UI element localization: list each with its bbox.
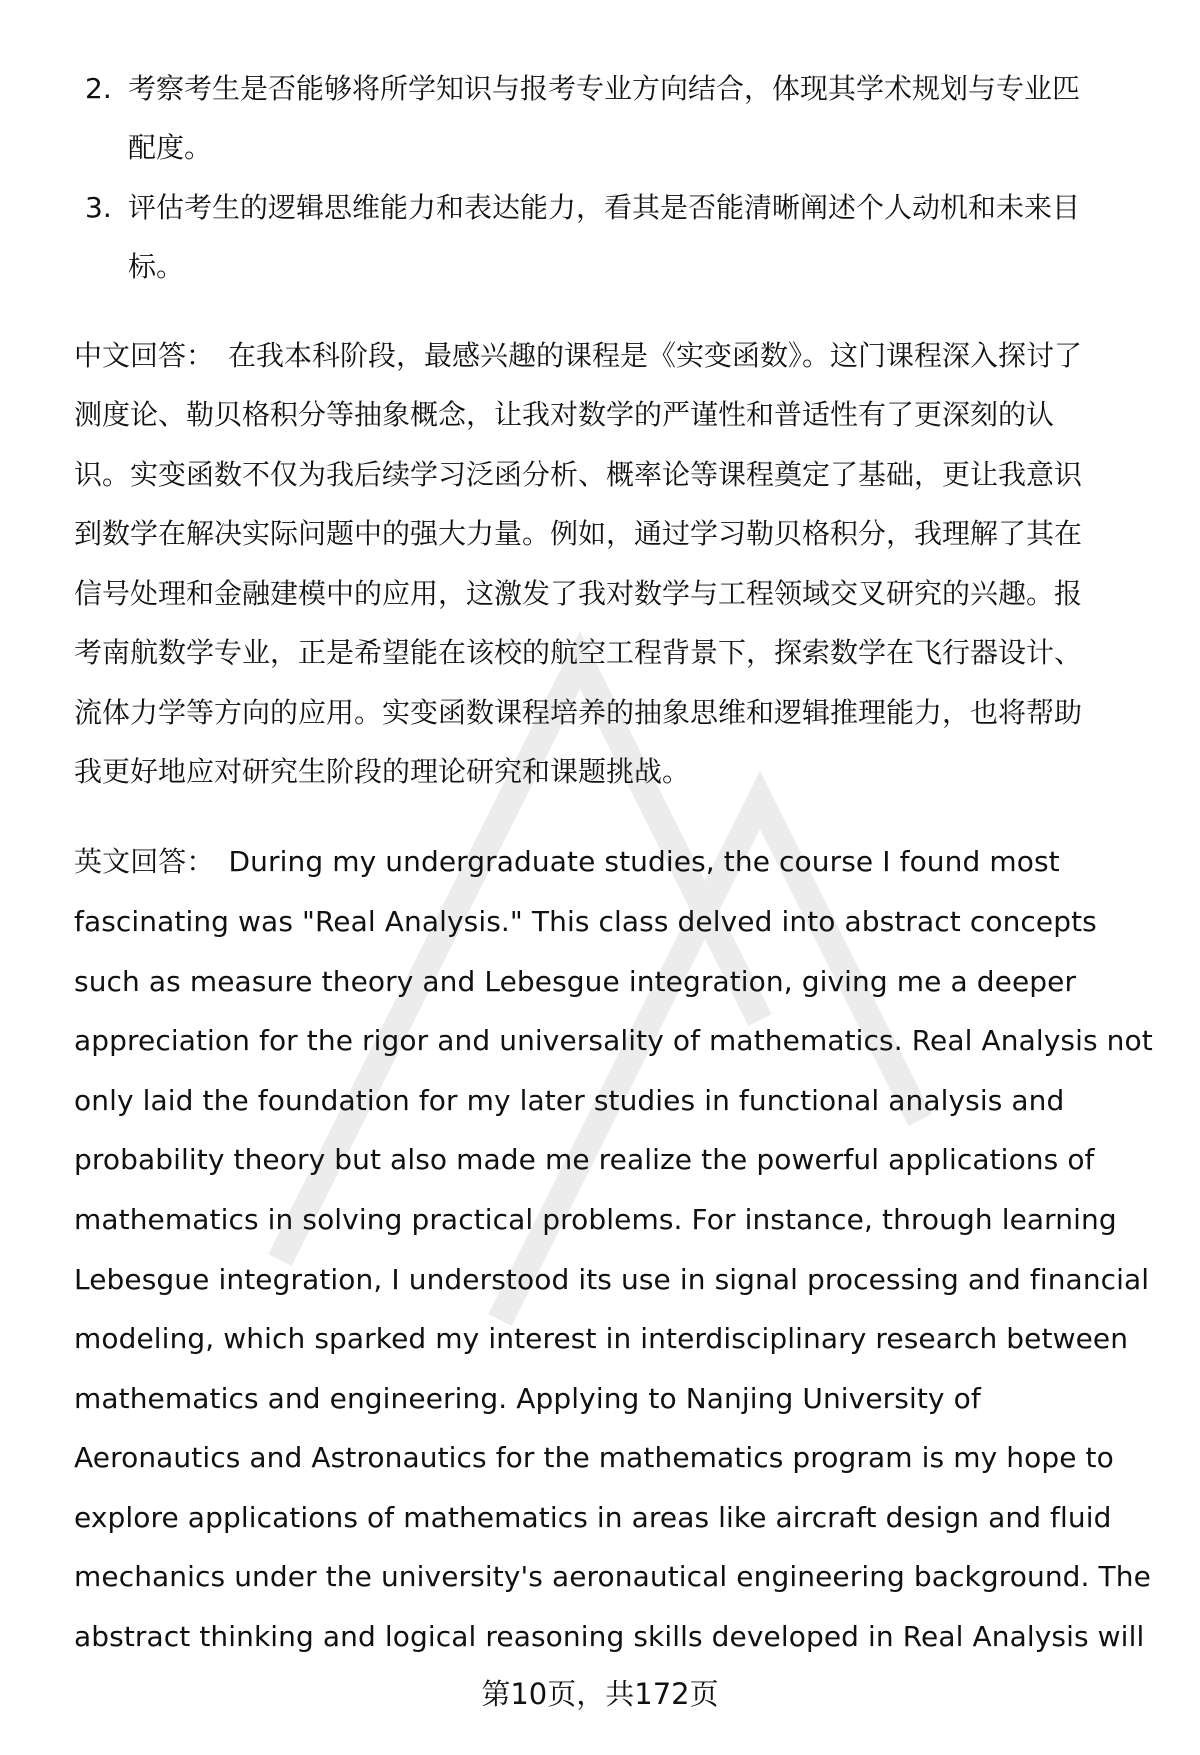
paragraph-line: mathematics and engineering. Applying to Nanjing University of (74, 1382, 981, 1415)
paragraph-line: explore applications of mathematics in areas like aircraft design and fluid (74, 1501, 1112, 1534)
list-text-line: 配度。 (128, 131, 213, 164)
list-text-line: 标。 (128, 250, 185, 283)
paragraph-line: 考南航数学专业，正是希望能在该校的航空工程背景下，探索数学在飞行器设计、 (74, 636, 1083, 669)
paragraph-line: fascinating was "Real Analysis." This class delved into abstract concepts (74, 905, 1097, 938)
chinese-answer-label: 中文回答： (74, 339, 215, 372)
list-number: 3. (85, 191, 112, 224)
paragraph-line: only laid the foundation for my later studies in functional analysis and (74, 1084, 1065, 1117)
paragraph-line: mathematics in solving practical problems. For instance, through learning (74, 1203, 1117, 1236)
paragraph-line: Aeronautics and Astronautics for the mathematics program is my hope to (74, 1441, 1114, 1474)
watermark (200, 560, 1000, 1360)
list-text-line: 评估考生的逻辑思维能力和表达能力，看其是否能清晰阐述个人动机和未来目 (128, 191, 1081, 224)
paragraph-line: modeling, which sparked my interest in interdisciplinary research between (74, 1322, 1129, 1355)
list-text-line: 考察考生是否能够将所学知识与报考专业方向结合，体现其学术规划与专业匹 (128, 72, 1081, 105)
page-number: 第10页，共172页 (481, 1677, 719, 1711)
paragraph-line: 测度论、勒贝格积分等抽象概念，让我对数学的严谨性和普适性有了更深刻的认 (74, 398, 1055, 431)
list-number: 2. (85, 72, 112, 105)
paragraph-line: 在我本科阶段，最感兴趣的课程是《实变函数》。这门课程深入探讨了 (228, 339, 1083, 372)
paragraph-line: 流体力学等方向的应用。实变函数课程培养的抽象思维和逻辑推理能力，也将帮助 (74, 696, 1083, 729)
english-answer-label: 英文回答： (74, 845, 215, 878)
paragraph-line: probability theory but also made me realize the powerful applications of (74, 1143, 1095, 1176)
paragraph-line: 识。实变函数不仅为我后续学习泛函分析、概率论等课程奠定了基础，更让我意识 (74, 458, 1083, 491)
paragraph-line: During my undergraduate studies, the course I found most (228, 845, 1060, 878)
paragraph-line: appreciation for the rigor and universality of mathematics. Real Analysis not (74, 1024, 1153, 1057)
paragraph-line: 信号处理和金融建模中的应用，这激发了我对数学与工程领域交叉研究的兴趣。报 (74, 577, 1083, 610)
paragraph-line: abstract thinking and logical reasoning skills developed in Real Analysis will (74, 1620, 1145, 1653)
paragraph-line: 我更好地应对研究生阶段的理论研究和课题挑战。 (74, 755, 691, 788)
paragraph-line: Lebesgue integration, I understood its use in signal processing and financial (74, 1263, 1150, 1296)
paragraph-line: 到数学在解决实际问题中的强大力量。例如，通过学习勒贝格积分，我理解了其在 (74, 517, 1083, 550)
paragraph-line: such as measure theory and Lebesgue integration, giving me a deeper (74, 965, 1077, 998)
paragraph-line: mechanics under the university's aeronautical engineering background. The (74, 1560, 1151, 1593)
